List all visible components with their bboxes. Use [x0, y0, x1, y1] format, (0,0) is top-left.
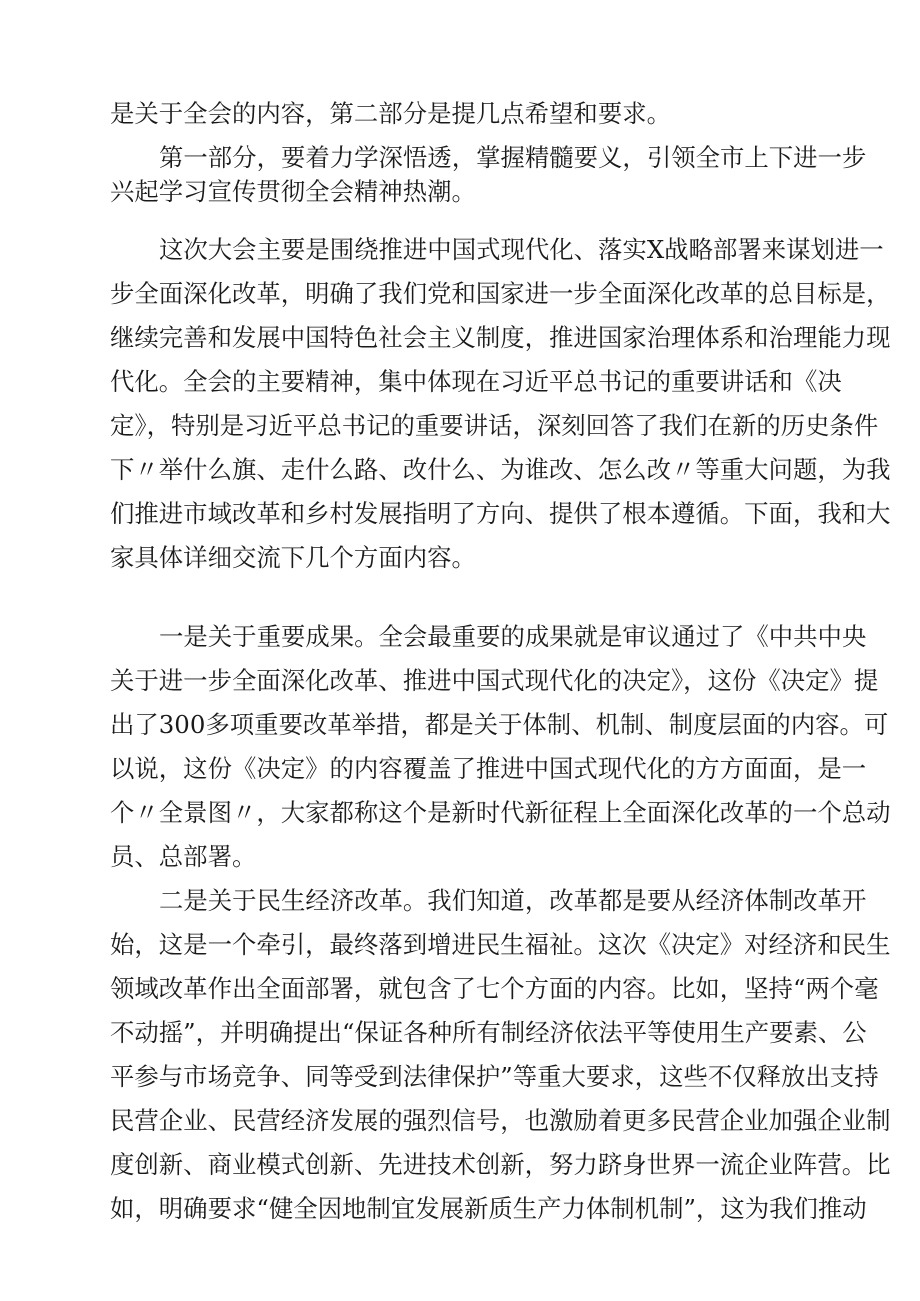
text-line: 二是关于民生经济改革。我们知道，改革都是要从经济体制改革开 — [159, 886, 867, 915]
text-line: 领域改革作出全面部署，就包含了七个方面的内容。比如，坚持“两个毫 — [110, 974, 879, 1003]
text-line: 始，这是一个牵引，最终落到增进民生福祉。这次《决定》对经济和民生 — [110, 930, 891, 959]
text-line: 继续完善和发展中国特色社会主义制度，推进国家治理体系和治理能力现 — [110, 323, 891, 352]
text-line: 以说，这份《决定》的内容覆盖了推进中国式现代化的方方面面，是一 — [110, 754, 867, 783]
text-line: 家具体详细交流下几个方面内容。 — [110, 543, 476, 572]
text-line: 不动摇”，并明确提出“保证各种所有制经济依法平等使用生产要素、公 — [110, 1018, 867, 1047]
text-line: 出了300多项重要改革举措，都是关于体制、机制、制度层面的内容。可 — [110, 710, 889, 739]
text-line: 关于进一步全面深化改革、推进中国式现代化的决定》，这份《决定》提 — [110, 666, 879, 695]
text-line: 如，明确要求“健全因地制宜发展新质生产力体制机制”，这为我们推动 — [110, 1194, 867, 1223]
text-line: 这次大会主要是围绕推进中国式现代化、落实X战略部署来谋划进一 — [159, 235, 884, 264]
text-line: 第一部分，要着力学深悟透，掌握精髓要义，引领全市上下进一步 — [159, 143, 867, 172]
text-line: 个〃全景图〃，大家都称这个是新时代新征程上全面深化改革的一个总动 — [110, 798, 891, 827]
text-line: 们推进市域改革和乡村发展指明了方向、提供了根本遵循。下面，我和大 — [110, 499, 891, 528]
text-line: 兴起学习宣传贯彻全会精神热潮。 — [110, 177, 476, 206]
text-line: 下〃举什么旗、走什么路、改什么、为谁改、怎么改〃等重大问题，为我 — [110, 455, 891, 484]
text-line: 是关于全会的内容，第二部分是提几点希望和要求。 — [110, 99, 671, 128]
text-line: 步全面深化改革，明确了我们党和国家进一步全面深化改革的总目标是， — [110, 279, 891, 308]
text-line: 一是关于重要成果。全会最重要的成果就是审议通过了《中共中央 — [159, 622, 867, 651]
text-line: 员、总部署。 — [110, 842, 257, 871]
text-line: 平参与市场竞争、同等受到法律保护”等重大要求，这些不仅释放出支持 — [110, 1062, 879, 1091]
text-line: 定》，特别是习近平总书记的重要讲话，深刻回答了我们在新的历史条件 — [110, 411, 879, 440]
text-line: 度创新、商业模式创新、先进技术创新，努力跻身世界一流企业阵营。比 — [110, 1150, 891, 1179]
text-line: 代化。全会的主要精神，集中体现在习近平总书记的重要讲话和《决 — [110, 367, 842, 396]
text-line: 民营企业、民营经济发展的强烈信号，也激励着更多民营企业加强企业制 — [110, 1106, 891, 1135]
